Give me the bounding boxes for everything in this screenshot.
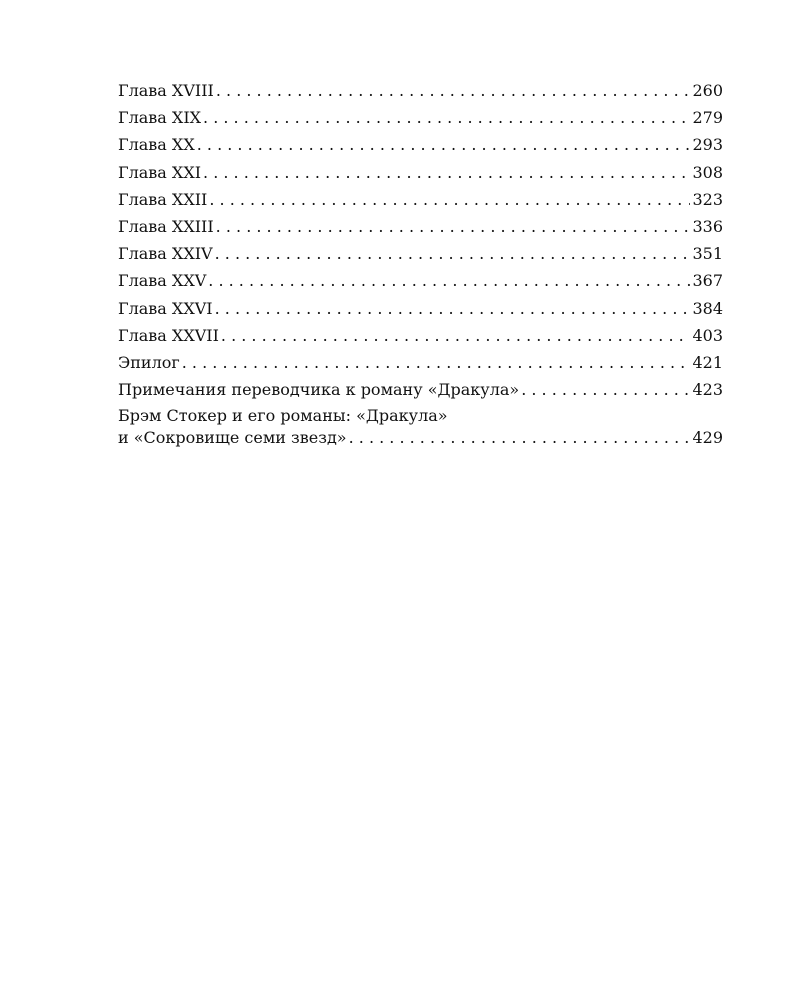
dot-leader <box>216 213 691 240</box>
toc-entry-chapter-18[interactable] <box>118 77 723 104</box>
toc-page-number: 421 <box>692 352 723 372</box>
toc-entry-chapter-27[interactable] <box>118 322 723 349</box>
toc-entry-chapter-20[interactable] <box>118 131 723 158</box>
dot-leader <box>197 131 691 158</box>
toc-page-number: 423 <box>692 380 723 400</box>
toc-page-number: 367 <box>692 271 723 291</box>
toc-entry-chapter-22[interactable] <box>118 186 723 213</box>
toc-page-number: 323 <box>692 189 723 209</box>
toc-entry-chapter-23[interactable] <box>118 213 723 240</box>
dot-leader <box>182 349 691 376</box>
toc-entry-title: Глава XXI <box>118 162 202 182</box>
dot-leader <box>209 186 690 213</box>
toc-entry-title-line-1: Брэм Стокер и его романы: «Дракула» <box>118 406 448 426</box>
toc-entry-title: Глава XXII <box>118 189 208 209</box>
toc-page-number: 260 <box>692 81 723 100</box>
toc-entry-title: Глава XXIV <box>118 244 213 264</box>
toc-entry-chapter-25[interactable] <box>118 267 723 294</box>
toc-page-number: 336 <box>692 216 723 236</box>
toc-entry-title: Глава XXVI <box>118 298 213 318</box>
toc-entry-title: Глава XXVII <box>118 325 219 345</box>
toc-entry-title: Глава XX <box>118 135 195 155</box>
toc-entry-chapter-19[interactable] <box>118 104 723 131</box>
toc-entry-title: Глава XVIII <box>118 81 214 100</box>
toc-page-number: 384 <box>692 298 723 318</box>
dot-leader <box>349 427 691 449</box>
toc-entry-title: Глава XIX <box>118 108 202 128</box>
toc-page-number: 403 <box>692 325 723 345</box>
dot-leader <box>203 159 690 186</box>
toc-entry-chapter-24[interactable] <box>118 240 723 267</box>
toc-page-number: 351 <box>692 244 723 264</box>
toc-page-number: 293 <box>692 135 723 155</box>
toc-entry-title: Глава XXV <box>118 271 207 291</box>
dot-leader <box>215 295 691 322</box>
toc-entry-translator-notes[interactable] <box>118 376 723 403</box>
toc-entry-title: Эпилог <box>118 352 180 372</box>
toc-entry-title-line-2-row <box>118 427 723 449</box>
dot-leader <box>521 376 690 403</box>
toc-entry-chapter-21[interactable] <box>118 159 723 186</box>
table-of-contents <box>118 77 723 449</box>
dot-leader <box>216 77 691 104</box>
dot-leader <box>221 322 691 349</box>
toc-entry-stoker-essay[interactable] <box>118 405 723 449</box>
toc-page-number: 429 <box>692 428 723 448</box>
toc-entry-epilogue[interactable] <box>118 349 723 376</box>
toc-page-number: 308 <box>692 162 723 182</box>
dot-leader <box>215 240 691 267</box>
toc-entry-title: Глава XXIII <box>118 216 214 236</box>
dot-leader <box>208 267 690 294</box>
dot-leader <box>203 104 690 131</box>
toc-entry-title: Примечания переводчика к роману «Дракула» <box>118 380 520 400</box>
toc-page-number: 279 <box>692 108 723 128</box>
toc-entry-chapter-26[interactable] <box>118 295 723 322</box>
toc-entry-title-line-2: и «Сокровище семи звезд» <box>118 428 347 448</box>
